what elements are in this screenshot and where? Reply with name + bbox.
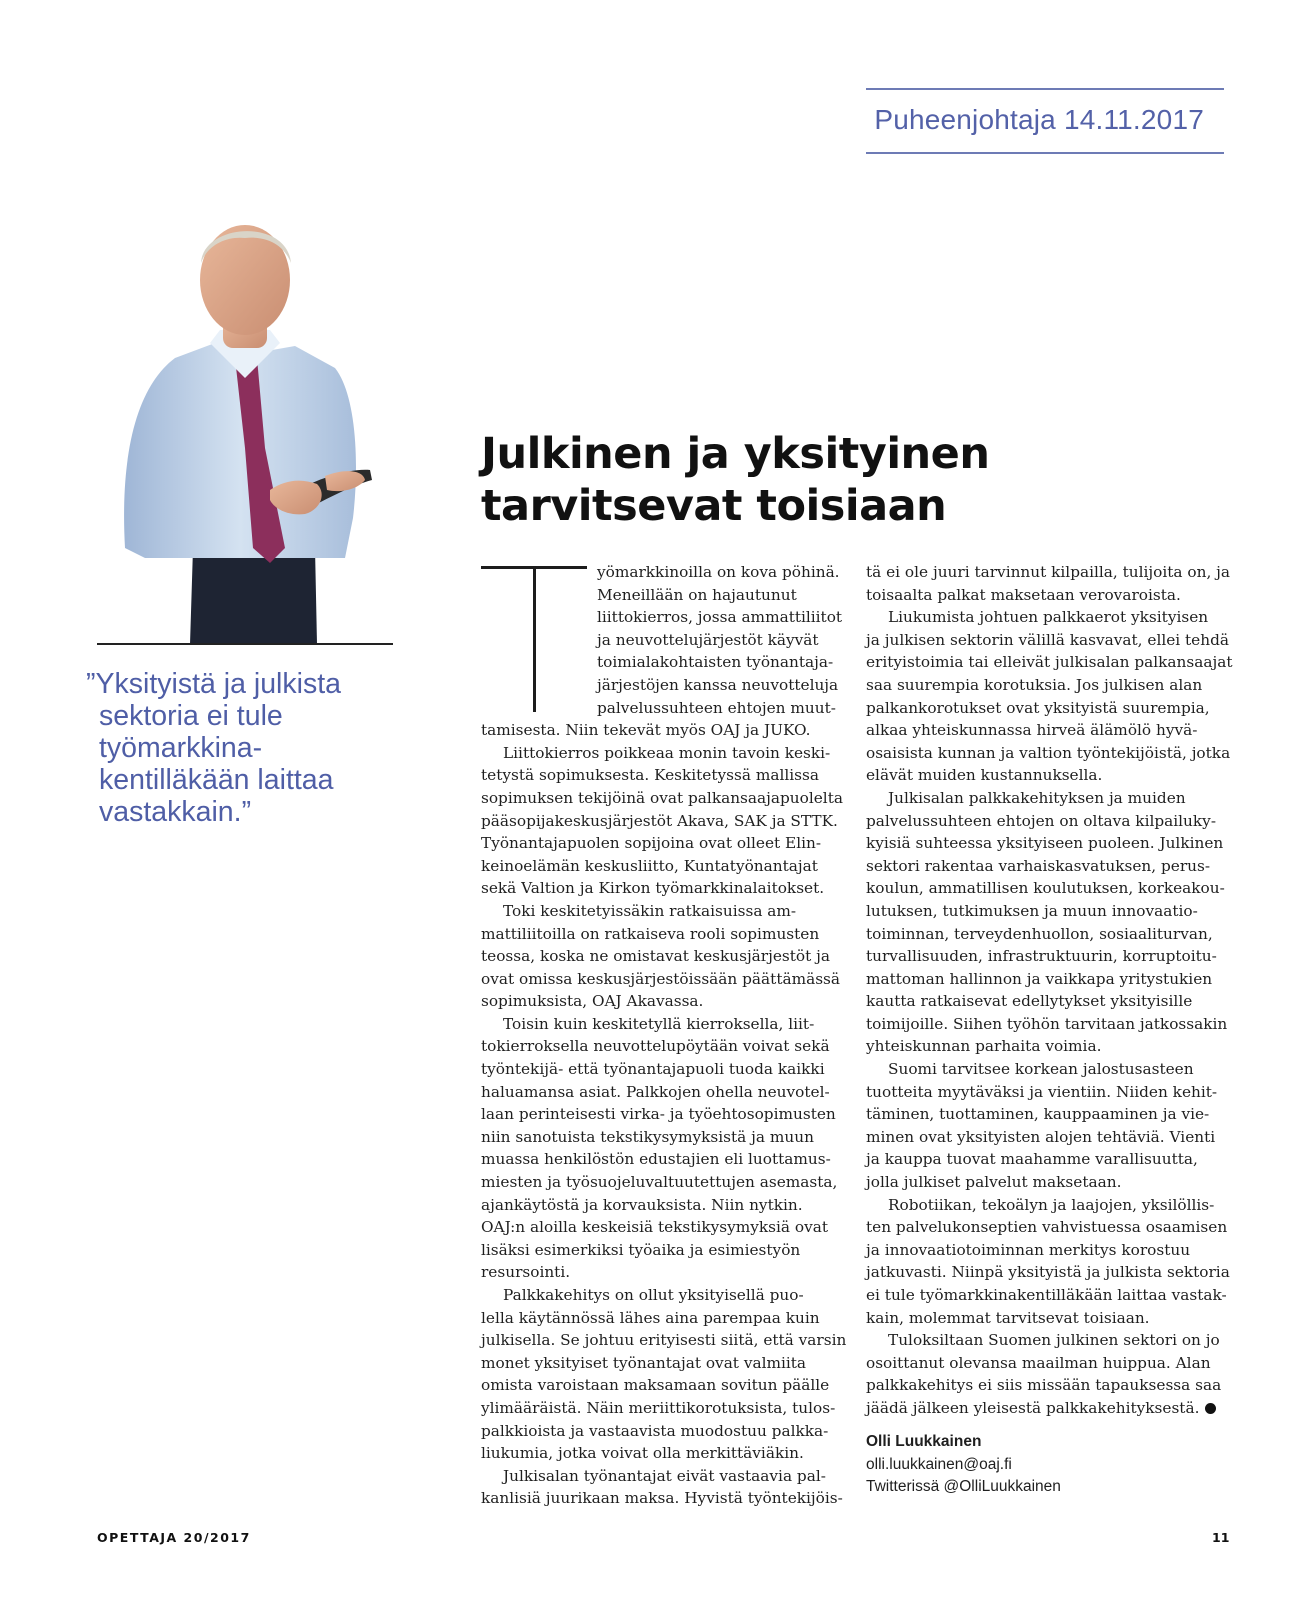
body-line: yömarkkinoilla on kova pöhinä. (597, 563, 840, 581)
body-line: tä ei ole juuri tarvinnut kilpailla, tulijoita on, ja (866, 563, 1231, 581)
body-line: ja kauppa tuovat maahamme varallisuutta, (866, 1150, 1198, 1169)
body-line: koulun, ammatillisen koulutuksen, korkeakou- (866, 879, 1225, 898)
body-line: palkankorotukset ovat yksityistä suurempia, (866, 698, 1210, 717)
body-line: lisäksi esimerkiksi työaika ja esimiestyön (481, 1240, 801, 1259)
body-line: Työnantajapuolen sopijoina ovat olleet Elin- (481, 834, 822, 853)
body-line: sekä Valtion ja Kirkon työmarkkinalaitokset. (481, 879, 825, 898)
body-line: alkaa yhteiskunnassa hirveä älämölö hyvä- (866, 721, 1198, 740)
body-line: sektori rakentaa varhaiskasvatuksen, perus- (866, 856, 1211, 875)
body-line: osaisista kunnan ja valtion työntekijöistä, jotka (866, 743, 1231, 762)
pull-quote (86, 668, 386, 828)
body-line: minen ovat yksityisten alojen tehtäviä. Vienti (866, 1127, 1216, 1146)
article-column-1 (481, 561, 847, 1510)
body-line: Meneillään on hajautunut (597, 585, 797, 604)
body-line: Toisin kuin keskitetyllä kierroksella, liit- (503, 1014, 815, 1033)
body-line: liittokierros, jossa ammattiliitot (597, 608, 843, 627)
body-line: Suomi tarvitsee korkean jalostusasteen (888, 1060, 1194, 1079)
body-line: monet yksityiset työnantajat ovat valmiita (481, 1353, 807, 1372)
body-line: ten palvelukonseptien vahvistuessa osaamisen (866, 1218, 1228, 1237)
body-line: Tuloksiltaan Suomen julkinen sektori on jo (888, 1331, 1220, 1350)
body-line: Liukumista johtuen palkkaerot yksityisen (888, 608, 1209, 627)
body-line: tuotteita myytäväksi ja vientiin. Niiden kehit- (866, 1082, 1218, 1101)
body-line: palvelussuhteen ehtojen on oltava kilpailuky- (866, 811, 1216, 830)
section-header (866, 88, 1224, 154)
pull-quote-line: ”Yksityistä ja julkista (86, 668, 341, 700)
body-line: ja julkisen sektorin välillä kasvavat, ellei tehdä (866, 630, 1229, 649)
pull-quote-line: kentilläkään laittaa (99, 764, 334, 796)
body-line: palkkioista ja vastaavista muodostuu palkka- (481, 1421, 829, 1440)
body-line: miesten ja työsuojeluvaltuutettujen asemasta, (481, 1173, 838, 1192)
body-line: kyisiä suhteessa yksityiseen puoleen. Julkinen (866, 834, 1224, 853)
body-line: lella käytännössä lähes aina parempaa kuin (481, 1308, 820, 1327)
body-line: jatkuvasti. Niinpä yksityistä ja julkista sektoria (866, 1263, 1230, 1282)
body-line: tamisesta. Niin tekevät myös OAJ ja JUKO. (481, 721, 811, 740)
body-line: toisaalta palkat maksetaan verovaroista. (866, 585, 1181, 604)
body-line-last (866, 1397, 1231, 1420)
body-line: liukumia, jotka voivat olla merkittäviäkin. (481, 1444, 804, 1463)
body-line: palvelussuhteen ehtojen muut- (597, 698, 836, 717)
body-line: elävät muiden kustannuksella. (866, 766, 1103, 785)
body-line: täminen, tuottaminen, kauppaaminen ja vie- (866, 1105, 1210, 1124)
headline-line: Julkinen ja yksityinen (481, 429, 990, 479)
body-line: ylimääräistä. Näin meriittikorotuksista, tulos- (481, 1398, 836, 1417)
body-line: Palkkakehitys on ollut yksityisellä puo- (503, 1286, 804, 1304)
body-line: mattoman hallinnon ja vaikkapa yritystukien (866, 969, 1213, 988)
pull-quote-line: sektoria ei tule (99, 700, 283, 732)
body-line: julkisella. Se johtuu erityisesti siitä, että varsin (481, 1331, 847, 1350)
body-line: tokierroksella neuvottelupöytään voivat sekä (481, 1037, 830, 1056)
body-line: saa suurempia korotuksia. Jos julkisen alan (866, 675, 1203, 694)
section-label: Puheenjohtaja 14.11.2017 (874, 104, 1204, 135)
body-line: muassa henkilöstön edustajien eli luottamus- (481, 1150, 831, 1169)
author-email: olli.luukkainen@oaj.fi (866, 1455, 1012, 1473)
body-line: työntekijä- että työnantajapuoli tuoda kaikki (481, 1060, 825, 1079)
body-line: OAJ:n aloilla keskeisiä tekstikysymyksiä ovat (481, 1218, 828, 1237)
footer-publication: OPETTAJA 20/2017 (97, 1530, 251, 1545)
body-line: Robotiikan, tekoälyn ja laajojen, yksilöllis- (888, 1195, 1215, 1214)
pull-quote-line: työmarkkina- (99, 732, 263, 764)
end-mark-icon (1205, 1403, 1216, 1414)
body-line: omista varoistaan maksamaan sovitun päälle (481, 1376, 830, 1395)
body-line: keinoelämän keskusliitto, Kuntatyönantajat (481, 856, 818, 875)
author-signature (866, 1431, 1226, 1499)
footer-page-number: 11 (1212, 1530, 1230, 1545)
body-line: osoittanut olevansa maailman huippua. Alan (866, 1353, 1211, 1372)
body-line: erityistoimia tai elleivät julkisalan palkansaajat (866, 653, 1233, 672)
body-line: Julkisalan työnantajat eivät vastaavia pal- (503, 1466, 826, 1485)
body-line: pääsopijakeskusjärjestöt Akava, SAK ja STTK. (481, 811, 838, 830)
body-line: ja innovaatiotoiminnan merkitys korostuu (866, 1240, 1191, 1259)
body-line: kain, molemmat tarvitsevat toisiaan. (866, 1308, 1150, 1327)
body-line: järjestöjen kanssa neuvotteluja (597, 675, 839, 694)
body-line: lutuksen, tutkimuksen ja muun innovaatio- (866, 901, 1198, 920)
body-line: toimialakohtaisten työnantaja- (597, 653, 834, 672)
article-headline (481, 428, 1241, 532)
body-line: ajankäytöstä ja korvauksista. Niin nytkin. (481, 1195, 803, 1214)
body-line: Julkisalan palkkakehityksen ja muiden (888, 788, 1186, 807)
body-line: Liittokierros poikkeaa monin tavoin keski- (503, 743, 831, 762)
body-line: resursointi. (481, 1263, 571, 1282)
body-line: ei tule työmarkkinakentilläkään laittaa vastak- (866, 1286, 1227, 1304)
body-line-text: jäädä jälkeen yleisestä palkkakehityksestä. (866, 1398, 1200, 1417)
author-portrait (95, 218, 395, 644)
author-name: Olli Luukkainen (866, 1433, 982, 1450)
body-line: mattiliitoilla on ratkaiseva rooli sopimusten (481, 924, 820, 943)
body-line: sopimuksista, OAJ Akavassa. (481, 992, 704, 1011)
body-line: laan perinteisesti virka- ja työehtosopimusten (481, 1105, 836, 1124)
body-line: tetystä sopimuksesta. Keskitetyssä mallissa (481, 766, 819, 785)
body-line: toiminnan, terveydenhuollon, sosiaaliturvan, (866, 924, 1213, 943)
body-line: turvallisuuden, infrastruktuurin, korruptoitu- (866, 947, 1217, 966)
body-line: yhteiskunnan parhaita voimia. (866, 1037, 1102, 1056)
portrait-rule (97, 643, 393, 645)
body-line: kanlisiä juurikaan maksa. Hyvistä työntekijöis- (481, 1489, 843, 1508)
body-line: jolla julkiset palvelut maksetaan. (866, 1173, 1122, 1192)
body-line: teossa, koska ne omistavat keskusjärjestöt ja (481, 947, 830, 966)
body-line: sopimuksen tekijöinä ovat palkansaajapuolelta (481, 788, 843, 807)
body-line: kautta ratkaisevat edellytykset yksityisille (866, 992, 1193, 1011)
author-twitter: Twitterissä @OlliLuukkainen (866, 1478, 1061, 1496)
body-line: palkkakehitys ei siis missään tapauksessa saa (866, 1376, 1222, 1395)
body-line: ja neuvottelujärjestöt käyvät (597, 630, 819, 649)
body-line: ovat omissa keskusjärjestöissään päättämässä (481, 969, 841, 988)
body-line: niin sanotuista tekstikysymyksistä ja muun (481, 1127, 814, 1146)
body-line: Toki keskitetyissäkin ratkaisuissa am- (503, 901, 797, 920)
article-column-2 (866, 561, 1231, 1420)
pull-quote-line: vastakkain.” (99, 796, 252, 828)
body-line: toimijoille. Siihen työhön tarvitaan jatkossakin (866, 1014, 1228, 1033)
headline-line: tarvitsevat toisiaan (481, 481, 947, 531)
body-line: haluamansa asiat. Palkkojen ohella neuvotel- (481, 1082, 830, 1101)
